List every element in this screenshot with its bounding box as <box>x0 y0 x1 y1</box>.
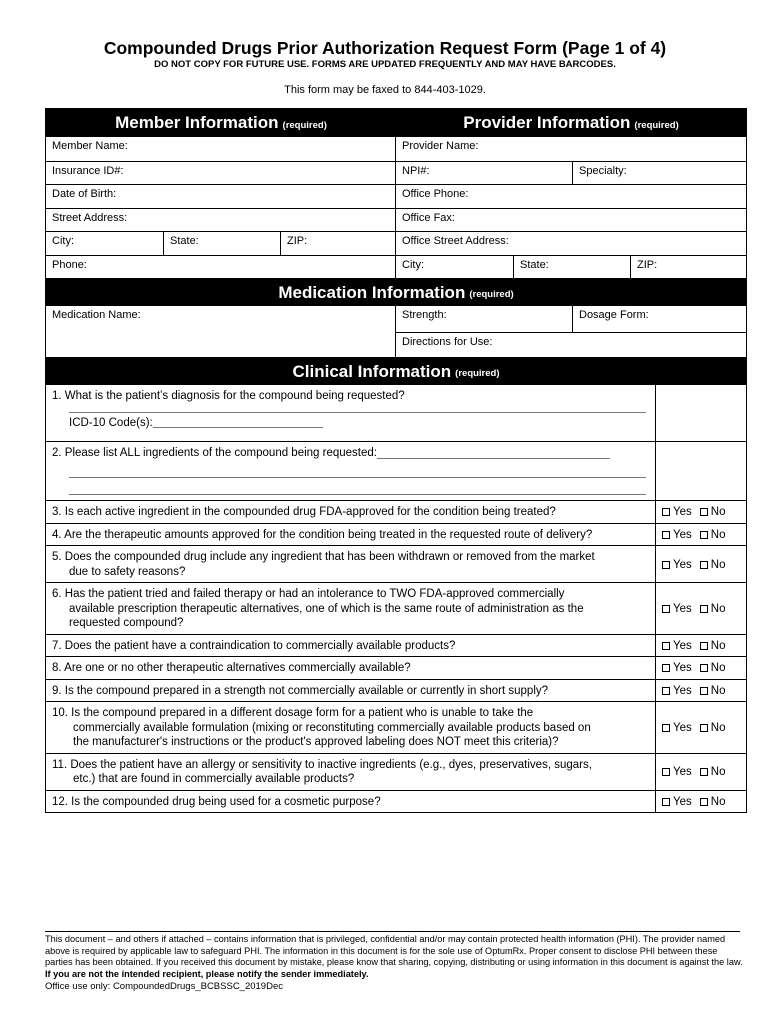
question-9-text: 9. Is the compound prepared in a strength not commercially available or currently in short supply? <box>46 680 656 702</box>
npi-field[interactable]: NPI#: <box>402 164 430 177</box>
question-2 <box>46 441 746 500</box>
dob-field[interactable]: Date of Birth: <box>52 188 117 200</box>
question-12-text: 12. Is the compounded drug being used for a cosmetic purpose? <box>46 791 656 813</box>
question-5-cont: due to safety reasons? <box>69 565 186 578</box>
confidentiality-bold: If you are not the intended recipient, please notify the sender immediately. <box>45 968 369 979</box>
q6-no[interactable]: No <box>700 587 726 631</box>
question-1 <box>46 385 746 441</box>
provider-fields <box>396 137 746 278</box>
q5-no[interactable]: No <box>700 550 726 579</box>
diagnosis-line[interactable] <box>69 412 646 413</box>
office-fax-field[interactable]: Office Fax: <box>402 211 455 224</box>
clinical-heading: Clinical Information <box>292 361 452 381</box>
q4-yes[interactable]: Yes <box>662 528 692 543</box>
question-3-answers <box>656 501 746 523</box>
medication-name-field[interactable]: Medication Name: <box>52 309 141 321</box>
question-5-answers <box>656 546 746 582</box>
office-use: Office use only: CompoundedDrugs_BCBSSC_2019Dec <box>45 981 283 992</box>
icd-label: ICD-10 Code(s): <box>69 416 153 429</box>
question-5-text: 5. Does the compounded drug include any ingredient that has been withdrawn or removed from the market <box>52 551 595 563</box>
question-8-answers <box>656 657 746 679</box>
question-4-answers <box>656 524 746 546</box>
provider-zip-field[interactable]: ZIP: <box>630 256 746 279</box>
insurance-id-field[interactable]: Insurance ID#: <box>52 164 124 177</box>
q6-yes[interactable]: Yes <box>662 587 692 631</box>
q12-yes[interactable]: Yes <box>662 795 692 810</box>
question-9 <box>46 679 746 702</box>
q10-yes[interactable]: Yes <box>662 706 692 750</box>
q10-no[interactable]: No <box>700 706 726 750</box>
question-6-text: 6. Has the patient tried and failed therapy or had an intolerance to TWO FDA-approved commercially <box>52 588 565 600</box>
member-state-field[interactable]: State: <box>163 232 280 255</box>
specialty-field[interactable]: Specialty: <box>572 162 746 185</box>
office-street-field[interactable]: Office Street Address: <box>402 235 509 247</box>
clinical-header <box>46 357 746 385</box>
provider-required: (required) <box>634 119 679 131</box>
q5-yes[interactable]: Yes <box>662 550 692 579</box>
footer-divider <box>45 931 740 932</box>
question-6-cont-2: requested compound? <box>69 617 184 629</box>
ingredients-line-2[interactable] <box>69 477 646 478</box>
member-street-field[interactable]: Street Address: <box>52 211 128 224</box>
q3-no[interactable]: No <box>700 505 726 520</box>
q9-no[interactable]: No <box>700 684 726 699</box>
q7-no[interactable]: No <box>700 639 726 654</box>
question-10-answers <box>656 702 746 753</box>
medication-header <box>46 278 746 306</box>
form-title: Compounded Drugs Prior Authorization Request Form (Page 1 of 4) <box>103 38 667 58</box>
q3-yes[interactable]: Yes <box>662 505 692 520</box>
ingredients-line-1[interactable] <box>377 458 610 459</box>
member-name-field[interactable]: Member Name: <box>52 140 128 152</box>
member-city-field[interactable]: City: <box>52 235 74 247</box>
question-10-text: 10. Is the compound prepared in a different dosage form for a patient who is unable to take the <box>52 707 534 719</box>
question-9-answers <box>656 680 746 702</box>
question-12-answers <box>656 791 746 813</box>
question-6-answers <box>656 583 746 634</box>
q4-no[interactable]: No <box>700 528 726 543</box>
q7-yes[interactable]: Yes <box>662 639 692 654</box>
confidentiality-notice <box>45 934 745 980</box>
question-10-cont-1: commercially available formulation (mixing or reconstituting commercially available products based on <box>73 721 591 734</box>
q11-no[interactable]: No <box>700 758 726 787</box>
question-8-text: 8. Are one or no other therapeutic alternatives commercially available? <box>46 657 656 679</box>
member-zip-field[interactable]: ZIP: <box>280 232 395 255</box>
member-fields <box>46 137 396 278</box>
medication-fields <box>46 306 746 357</box>
ingredients-line-3[interactable] <box>69 494 646 495</box>
question-4 <box>46 523 746 546</box>
question-5 <box>46 545 746 582</box>
strength-field[interactable]: Strength: <box>402 309 447 321</box>
question-11-text: 11. Does the patient have an allergy or sensitivity to inactive ingredients (e.g., dyes, preservatives, sugars, <box>52 758 592 771</box>
member-header <box>46 113 396 133</box>
member-provider-header <box>46 109 746 137</box>
medication-required: (required) <box>469 289 514 300</box>
question-3 <box>46 500 746 523</box>
question-11-cont: etc.) that are found in commercially available products? <box>73 773 355 785</box>
question-8 <box>46 656 746 679</box>
confidentiality-text: This document – and others if attached – contains information that is privileged, confidential and/or may contain protected health information (PHI). The provider named above is required by applicable law to safeguard PHI. The information in this document is for the sole use of OptumRx. Proper consent to disclose PHI between these parties has been obtained. If you received this document by mistake, please know that sharing, copying, distributing or using information in this document is against the law. <box>45 934 743 968</box>
question-6 <box>46 582 746 634</box>
form-subtitle: DO NOT COPY FOR FUTURE USE. FORMS ARE UPDATED FREQUENTLY AND MAY HAVE BARCODES. <box>154 59 616 70</box>
q11-yes[interactable]: Yes <box>662 758 692 787</box>
question-12 <box>46 790 746 813</box>
provider-city-field[interactable]: City: <box>402 258 424 271</box>
office-phone-field[interactable]: Office Phone: <box>402 188 469 200</box>
question-10-cont-2: the manufacturer's instructions or the product's approved labeling does NOT meet this criteria)? <box>73 736 559 748</box>
question-11-answers <box>656 754 746 790</box>
provider-state-field[interactable]: State: <box>513 256 630 279</box>
question-1-text: 1. What is the patient’s diagnosis for the compound being requested? <box>52 390 405 402</box>
question-7-text: 7. Does the patient have a contraindication to commercially available products? <box>46 635 656 657</box>
fax-line: This form may be faxed to 844-403-1029. <box>284 84 486 96</box>
icd-line[interactable] <box>153 427 323 428</box>
directions-field[interactable]: Directions for Use: <box>402 336 493 348</box>
question-11 <box>46 753 746 790</box>
q12-no[interactable]: No <box>700 795 726 810</box>
provider-name-field[interactable]: Provider Name: <box>402 140 479 152</box>
clinical-required: (required) <box>455 368 500 379</box>
member-heading: Member Information <box>115 113 279 132</box>
question-7 <box>46 634 746 657</box>
question-7-answers <box>656 635 746 657</box>
q8-no[interactable]: No <box>700 661 726 676</box>
q8-yes[interactable]: Yes <box>662 661 692 676</box>
question-2-text: 2. Please list ALL ingredients of the compound being requested: <box>52 447 377 459</box>
question-4-text: 4. Are the therapeutic amounts approved for the condition being treated in the requested route of delivery? <box>46 524 656 546</box>
member-required: (required) <box>282 119 327 131</box>
member-phone-field[interactable]: Phone: <box>52 258 87 271</box>
medication-heading: Medication Information <box>278 282 466 302</box>
dosage-form-field[interactable]: Dosage Form: <box>572 306 746 332</box>
question-6-cont-1: available prescription therapeutic alternatives, one of which is the same route of administration as the <box>69 602 584 615</box>
authorization-form <box>45 108 747 813</box>
question-10 <box>46 701 746 753</box>
provider-heading: Provider Information <box>463 113 631 132</box>
question-3-text: 3. Is each active ingredient in the compounded drug FDA-approved for the condition being treated? <box>46 501 656 523</box>
member-provider-fields <box>46 137 746 278</box>
provider-header <box>396 113 746 133</box>
q9-yes[interactable]: Yes <box>662 684 692 699</box>
